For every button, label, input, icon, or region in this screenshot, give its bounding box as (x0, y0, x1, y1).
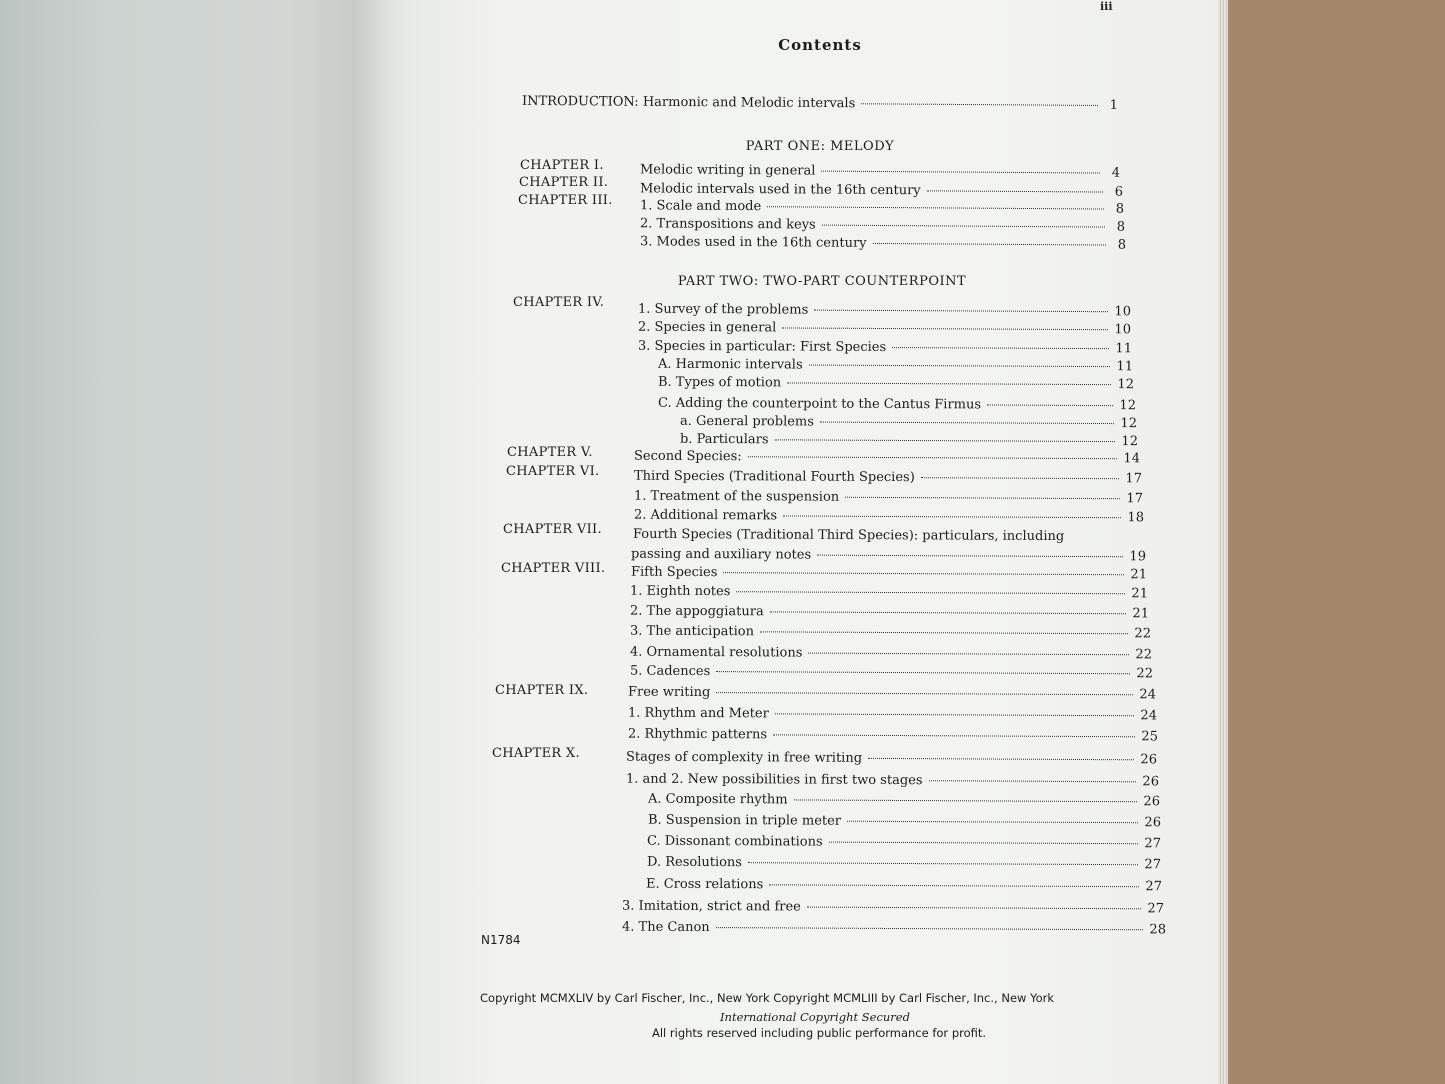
toc-label: 3. Imitation, strict and free (621, 898, 801, 915)
toc-page: 21 (1132, 606, 1150, 622)
dot-leader (716, 927, 1144, 930)
chapter-2-label: CHAPTER II. (519, 175, 609, 190)
dot-leader (847, 821, 1138, 824)
toc-label: A. Harmonic intervals (657, 356, 803, 373)
dot-leader (775, 713, 1135, 716)
toc-entry (626, 772, 1159, 790)
toc-label: B. Types of motion (657, 374, 782, 391)
toc-page: 18 (1127, 510, 1145, 526)
chapter-7-label: CHAPTER VII. (503, 522, 602, 537)
toc-entry (680, 432, 1138, 449)
dot-leader (769, 884, 1139, 887)
chapter-9-label: CHAPTER IX. (495, 683, 589, 698)
toc-entry (626, 750, 1157, 768)
dot-leader (748, 456, 1118, 459)
contents-title: Contents (778, 36, 862, 54)
toc-entry (658, 375, 1134, 392)
toc-page: 12 (1117, 377, 1135, 393)
toc-label: B. Suspension in triple meter (647, 812, 842, 829)
toc-page: 26 (1142, 774, 1160, 790)
dot-leader (845, 497, 1120, 499)
toc-page: 8 (1117, 237, 1127, 253)
toc-page: 27 (1145, 879, 1163, 895)
toc-entry (628, 706, 1157, 724)
dot-leader (861, 103, 1098, 106)
toc-entry (634, 508, 1144, 526)
dot-leader (716, 671, 1130, 674)
toc-entry (638, 339, 1132, 357)
toc-entry (638, 320, 1131, 338)
toc-page: 14 (1123, 451, 1141, 467)
toc-label: 1. Rhythm and Meter (627, 705, 769, 722)
left-page (0, 0, 360, 1084)
catalog-number: N1784 (481, 933, 521, 947)
toc-entry (630, 624, 1151, 642)
toc-page: 1 (1109, 98, 1119, 114)
toc-label: Second Species: (633, 448, 742, 465)
dot-leader (822, 225, 1105, 228)
toc-page: 22 (1136, 666, 1154, 682)
toc-page: 22 (1135, 647, 1153, 663)
toc-label: 4. The Canon (621, 919, 710, 936)
dot-leader (775, 439, 1116, 442)
toc-label: Third Species (Traditional Fourth Species) (633, 468, 915, 486)
dot-leader (760, 631, 1128, 634)
chapter-8-label: CHAPTER VIII. (501, 561, 606, 576)
dot-leader (821, 171, 1100, 174)
toc-page: 22 (1134, 626, 1152, 642)
toc-page: 25 (1141, 729, 1159, 745)
toc-label: 2. Transpositions and keys (639, 216, 816, 233)
dot-leader (892, 347, 1109, 349)
dot-leader (787, 382, 1111, 385)
chapter-10-label: CHAPTER X. (492, 746, 580, 761)
chapter-1-label: CHAPTER I. (520, 158, 604, 173)
toc-page: 17 (1125, 471, 1143, 487)
toc-page: 26 (1143, 794, 1161, 810)
toc-entry (634, 469, 1142, 487)
toc-page: 12 (1120, 416, 1138, 432)
toc-page: 26 (1140, 752, 1158, 768)
toc-entry-line: Fourth Species (Traditional Third Species): particulars, including (632, 526, 1065, 545)
dot-leader (817, 555, 1123, 558)
toc-label: 1. and 2. New possibilities in first two stages (625, 771, 923, 789)
toc-label: 1. Eighth notes (629, 583, 731, 600)
toc-label: 1. Treatment of the suspension (633, 488, 840, 505)
dot-leader (767, 206, 1104, 209)
dot-leader (929, 780, 1137, 782)
toc-label: 3. Species in particular: First Species (637, 338, 887, 356)
toc-page: 28 (1149, 922, 1167, 938)
toc-label: 2. Additional remarks (633, 507, 778, 524)
toc-entry (631, 565, 1147, 583)
toc-label: 5. Cadences (629, 663, 711, 680)
toc-entry (647, 855, 1161, 873)
toc-page: 12 (1119, 398, 1137, 414)
dot-leader (868, 758, 1134, 760)
toc-page: 11 (1116, 359, 1134, 375)
toc-label: A. Composite rhythm (647, 791, 788, 808)
dot-leader (987, 404, 1113, 406)
page-edges (1218, 0, 1228, 1084)
dot-leader (808, 653, 1129, 656)
dot-leader (723, 572, 1124, 575)
toc-page: 19 (1129, 549, 1147, 565)
toc-entry (648, 813, 1161, 831)
toc-entry (630, 645, 1152, 663)
toc-page: 4 (1111, 165, 1121, 181)
page-number: iii (1100, 0, 1113, 13)
toc-entry (628, 685, 1156, 703)
dot-leader (829, 842, 1139, 845)
dot-leader (748, 862, 1138, 865)
chapter-3-label: CHAPTER III. (518, 193, 613, 208)
part-one-heading: PART ONE: MELODY (745, 139, 895, 154)
toc-entry (680, 414, 1137, 431)
toc-page: 21 (1130, 567, 1148, 583)
toc-label: 1. Survey of the problems (637, 301, 809, 318)
toc-entry (630, 584, 1148, 602)
toc-entry (658, 396, 1136, 414)
dot-leader (783, 515, 1121, 518)
toc-label: 2. The appoggiatura (629, 603, 764, 620)
toc-label: C. Dissonant combinations (646, 833, 823, 850)
toc-entry (646, 877, 1162, 895)
toc-entry (628, 727, 1158, 745)
dot-leader (736, 591, 1125, 594)
toc-label: C. Adding the counterpoint to the Cantus Firmus (657, 395, 982, 413)
toc-page: 12 (1121, 434, 1139, 450)
chapter-4-label: CHAPTER IV. (513, 295, 605, 310)
rights-reserved: All rights reserved including public performance for profit. (652, 1026, 987, 1040)
toc-label: Stages of complexity in free writing (625, 749, 863, 766)
dot-leader (927, 190, 1103, 192)
international-copyright: International Copyright Secured (720, 1010, 910, 1024)
toc-page: 17 (1126, 491, 1144, 507)
toc-page: 6 (1114, 184, 1124, 200)
toc-label: Melodic intervals used in the 16th century (639, 181, 921, 199)
toc-label: passing and auxiliary notes (630, 546, 812, 563)
toc-entry (622, 899, 1164, 917)
toc-label: D. Resolutions (646, 854, 743, 871)
toc-label: a. General problems (679, 413, 814, 430)
toc-label: 4. Ornamental resolutions (629, 644, 803, 661)
toc-label: Fifth Species (630, 564, 718, 581)
dot-leader (873, 243, 1106, 246)
toc-label: 3. Modes used in the 16th century (639, 234, 867, 251)
chapter-6-label: CHAPTER VI. (506, 464, 600, 479)
toc-entry (630, 604, 1149, 622)
dot-leader (782, 327, 1108, 330)
toc-entry (634, 489, 1143, 507)
dot-leader (770, 611, 1127, 614)
toc-entry (622, 920, 1166, 938)
toc-page: 10 (1114, 304, 1132, 320)
toc-page: 27 (1144, 836, 1162, 852)
toc-entry (630, 664, 1153, 682)
toc-page: 11 (1115, 341, 1133, 357)
toc-entry (634, 449, 1140, 467)
toc-entry (638, 302, 1131, 320)
toc-entry (648, 792, 1160, 810)
toc-label: 1. Scale and mode (639, 198, 762, 215)
dot-leader (773, 734, 1135, 737)
toc-entry (658, 357, 1133, 374)
dot-leader (807, 907, 1142, 910)
toc-page: 24 (1139, 687, 1157, 703)
chapter-5-label: CHAPTER V. (507, 445, 593, 460)
toc-page: 21 (1131, 586, 1149, 602)
toc-page: 24 (1140, 708, 1158, 724)
dot-leader (820, 422, 1115, 425)
dot-leader (716, 692, 1133, 695)
toc-label: b. Particulars (679, 431, 769, 448)
toc-page: 27 (1144, 857, 1162, 873)
toc-page: 27 (1147, 901, 1165, 917)
toc-page: 10 (1114, 322, 1132, 338)
toc-label: 2. Rhythmic patterns (627, 726, 768, 743)
copyright-line: Copyright MCMXLIV by Carl Fischer, Inc., New York Copyright MCMLIII by Carl Fischer, Inc., New York (480, 991, 1055, 1005)
dot-leader (814, 310, 1108, 313)
toc-page: 26 (1144, 815, 1162, 831)
toc-label: Free writing (627, 684, 711, 701)
toc-page: 8 (1116, 219, 1126, 235)
toc-label: INTRODUCTION: Harmonic and Melodic intervals (521, 93, 856, 112)
toc-label: 2. Species in general (637, 319, 777, 336)
dot-leader (794, 799, 1138, 802)
toc-page: 8 (1115, 201, 1125, 217)
toc-label: 3. The anticipation (629, 623, 755, 640)
toc-label: E. Cross relations (645, 876, 764, 893)
toc-entry (631, 547, 1146, 565)
dot-leader (809, 365, 1111, 368)
toc-entry (647, 834, 1161, 852)
toc-label: Melodic writing in general (639, 162, 816, 179)
part-two-heading: PART TWO: TWO-PART COUNTERPOINT (677, 274, 967, 289)
dot-leader (921, 477, 1120, 479)
